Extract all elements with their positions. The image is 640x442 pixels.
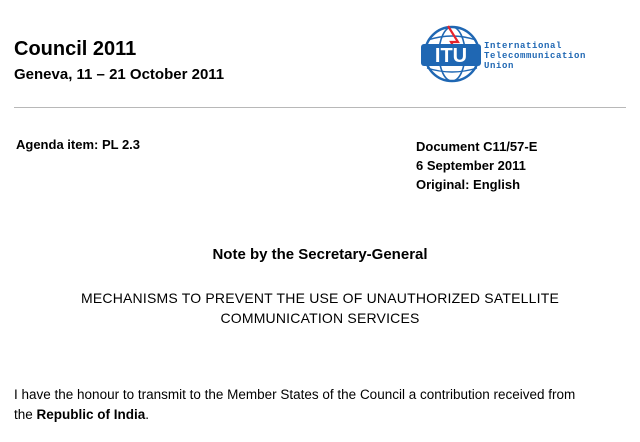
council-title: Council 2011 <box>14 38 137 60</box>
council-header <box>14 38 224 83</box>
document-date: 6 September 2011 <box>416 158 526 173</box>
logo-organization-name <box>484 41 586 71</box>
body-country-name: Republic of India <box>36 407 146 422</box>
itu-globe-logo-icon <box>418 18 484 88</box>
logo-line-1: International <box>484 41 563 51</box>
body-line-2-suffix: . <box>145 407 150 422</box>
agenda-item: Agenda item: PL 2.3 <box>16 137 141 152</box>
header-divider <box>14 107 626 108</box>
subject-line-2: COMMUNICATION SERVICES <box>220 310 420 326</box>
body-line-2 <box>14 405 634 425</box>
subject-line-1: MECHANISMS TO PREVENT THE USE OF UNAUTHORIZED SATELLITE <box>80 290 559 306</box>
itu-logo <box>418 18 628 88</box>
logo-line-2: Telecommunication <box>484 51 587 61</box>
council-location-dates: Geneva, 11 – 21 October 2011 <box>14 66 225 83</box>
body-line-1: I have the honour to transmit to the Member States of the Council a contribution received from <box>14 387 576 402</box>
document-original-language: Original: English <box>416 177 521 192</box>
note-heading: Note by the Secretary-General <box>212 246 428 263</box>
document-info <box>416 137 537 194</box>
document-number: Document C11/57-E <box>416 139 538 154</box>
body-paragraph <box>14 385 634 425</box>
subject-heading <box>0 288 640 328</box>
body-line-2-prefix: the <box>14 407 37 422</box>
logo-line-3: Union <box>484 61 515 71</box>
logo-abbr: ITU <box>434 45 468 67</box>
